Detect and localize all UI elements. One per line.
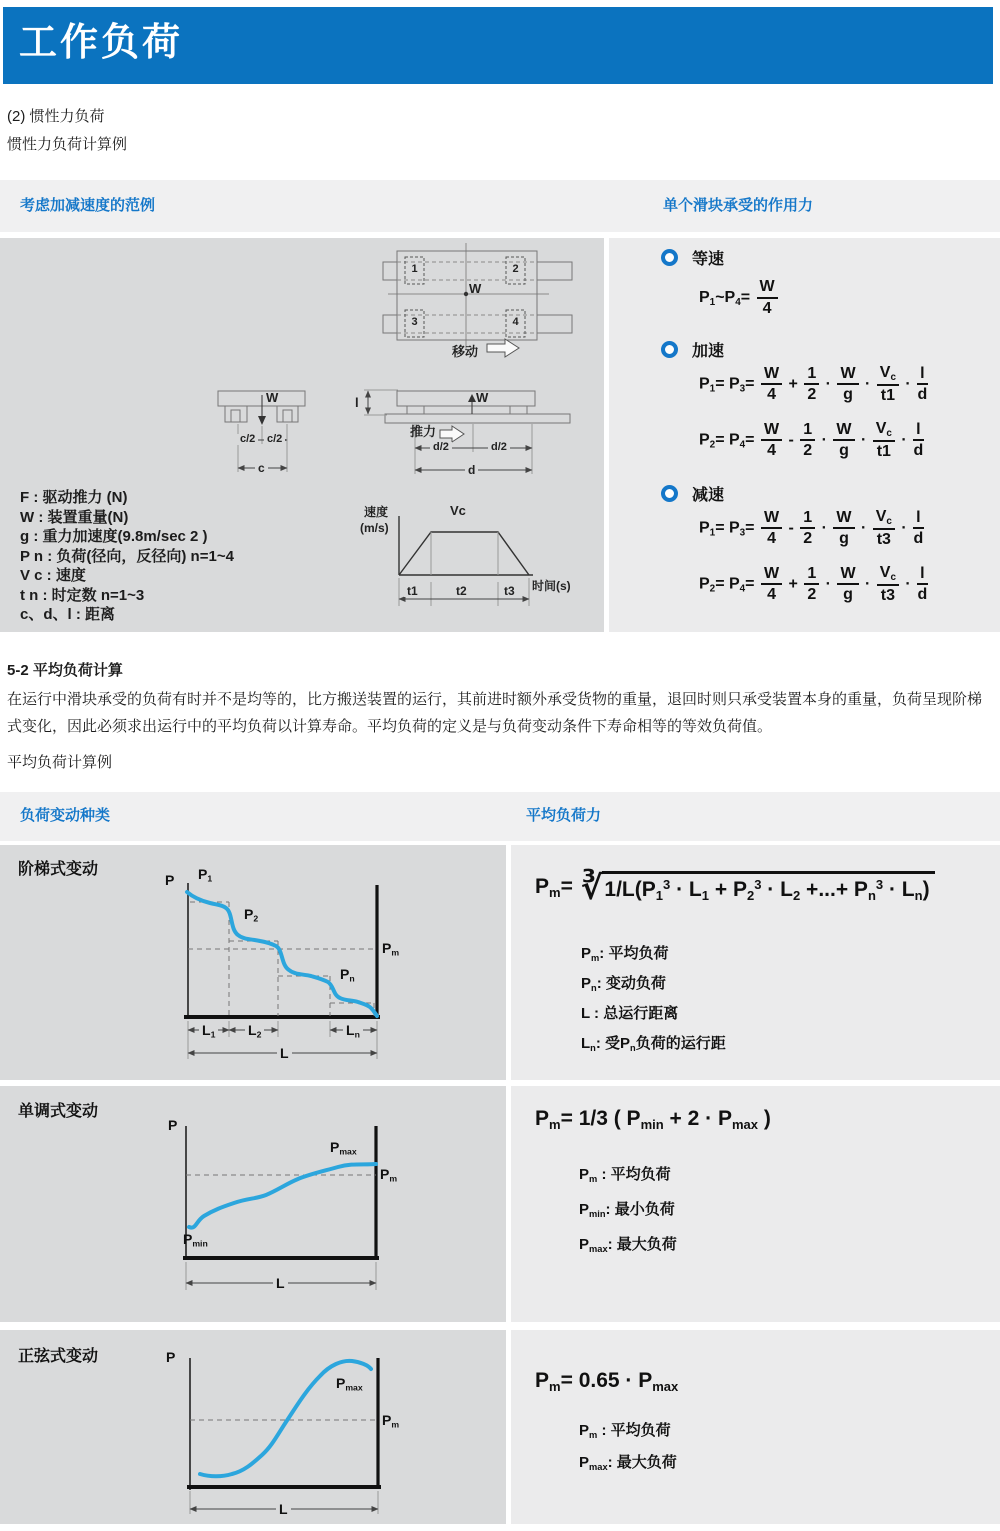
d-label: d — [465, 464, 478, 476]
axis-p-label: P — [166, 1349, 176, 1365]
sinusoidal-formula-cell — [511, 1330, 1000, 1524]
move-arrow-icon — [487, 339, 519, 357]
d-half-left-label: d/2 — [430, 442, 452, 453]
step-load-curve — [187, 892, 377, 1016]
formula-accel-2: $P_2= P_4=$ $\frac{W}{4}$ - $\frac{1}{2}$ · $\frac{W}{g}$ · $\frac{V_c}{t1}$ · $\frac{l}{d}$ — [699, 420, 924, 461]
table2-header-bar — [0, 792, 1000, 841]
l2-label: $L_2$ — [245, 1023, 264, 1039]
pmin-label: $P_{min}$ — [183, 1231, 208, 1249]
page-title: 工作负荷 — [19, 22, 184, 64]
monotonic-variation-graph — [0, 1086, 506, 1322]
c-label: c — [255, 462, 268, 474]
bullet-icon — [661, 341, 678, 358]
case-deceleration — [661, 482, 724, 505]
l-label: L — [277, 1046, 292, 1060]
section-subtitle: 平均负荷计算例 — [7, 754, 113, 771]
formula-sinusoidal: $P_m= 0.65 \cdot P_{max}$ — [535, 1369, 679, 1394]
table1-header-left: 考虑加减速度的范例 — [20, 197, 156, 214]
p1-label: $P_1$ — [198, 866, 213, 884]
section-title: 5-2 平均负荷计算 — [7, 662, 123, 679]
row-label-step: 阶梯式变动 — [18, 861, 99, 878]
vgraph-t1-label: t1 — [404, 585, 421, 597]
step-formula-cell — [511, 845, 1000, 1080]
sinusoidal-graph-cell — [0, 1330, 506, 1524]
c-half-left-label: c/2 — [237, 434, 258, 445]
legend-line: P n : 负荷(径向，反径向) n=1~4 — [20, 547, 234, 565]
symbol-legend — [20, 488, 234, 625]
def-pn: $P_n$: 变动负荷 — [581, 975, 666, 993]
frontview-w-label: W — [266, 390, 279, 405]
d-half-right-label: d/2 — [488, 442, 510, 453]
row-label-sinusoidal: 正弦式变动 — [18, 1348, 99, 1365]
case-acceleration — [661, 338, 724, 361]
case-constant-speed — [661, 246, 724, 269]
case-label: 等速 — [692, 251, 725, 268]
thrust-arrow-icon — [440, 426, 464, 442]
formula-decel-2: $P_2= P_4=$ $\frac{W}{4}$ + $\frac{1}{2}$ · $\frac{W}{g}$ · $\frac{V_c}{t3}$ · $\frac{l}{d}$ — [699, 564, 928, 605]
sideview-w-label: W — [476, 390, 489, 405]
move-label: 移动 — [452, 344, 479, 359]
block-1-label: 1 — [411, 263, 418, 275]
p2-label: $P_2$ — [244, 906, 259, 924]
vgraph-ylabel-bottom: (m/s) — [360, 521, 389, 535]
vgraph-vc-label: Vc — [450, 503, 466, 518]
def-pm: $P_m$ : 平均负荷 — [579, 1422, 671, 1440]
formula-decel-1: $P_1= P_3=$ $\frac{W}{4}$ - $\frac{1}{2}$ · $\frac{W}{g}$ · $\frac{V_c}{t3}$ · $\frac{l}{d}$ — [699, 508, 924, 549]
def-l: L : 总运行距离 — [581, 1005, 679, 1022]
axis-p-label: P — [168, 1117, 178, 1133]
def-pmin: $P_{min}$: 最小负荷 — [579, 1201, 675, 1219]
bullet-icon — [661, 485, 678, 502]
table1-diagram-cell — [0, 238, 604, 632]
bullet-icon — [661, 249, 678, 266]
cube-root-icon: ∛ — [580, 870, 603, 906]
pn-label: $P_n$ — [340, 966, 355, 984]
pm-label: $P_m$ — [380, 1166, 398, 1184]
legend-line: c、d、l : 距离 — [20, 606, 116, 623]
pmax-label: $P_{max}$ — [336, 1375, 363, 1393]
table1-formula-cell — [609, 238, 1000, 632]
def-pm: $P_m$: 平均负荷 — [581, 945, 669, 963]
l-label: L — [273, 1276, 288, 1290]
vgraph-t2-label: t2 — [453, 585, 470, 597]
intro-line-1: (2) 惯性力负荷 — [7, 108, 105, 125]
intro-line-2: 惯性力负荷计算例 — [7, 136, 128, 153]
table2-row-monotonic — [0, 1086, 1000, 1322]
vgraph-ylabel-top: 速度 — [364, 505, 389, 519]
sinusoidal-variation-graph — [0, 1330, 506, 1524]
legend-line: W : 装置重量(N) — [20, 508, 129, 526]
table1-header-right: 单个滑块承受的作用力 — [663, 197, 814, 214]
def-ln: $L_n$: 受$P_n$负荷的运行距 — [581, 1035, 726, 1053]
pmax-label: $P_{max}$ — [330, 1139, 357, 1157]
vgraph-xlabel: 时间(s) — [532, 579, 571, 593]
table1-header-bar — [0, 180, 1000, 232]
l-label: L — [276, 1502, 291, 1516]
legend-line: F : 驱动推力 (N) — [20, 489, 128, 506]
vgraph-t3-label: t3 — [501, 585, 518, 597]
section-paragraph: 在运行中滑块承受的负荷有时并不是均等的，比方搬送装置的运行，其前进时额外承受货物的重量，退回时则只承受装置本身的重量，负荷呈现阶梯式变化，因此必须求出运行中的平均负荷以计算寿命。平均负荷的定义是与负荷变动条件下寿命相等的等效负荷值。 — [7, 691, 983, 735]
table2-row-sinusoidal — [0, 1330, 1000, 1524]
formula-step: $P_m=$ ∛ $1/L(P_1^3 \cdot L_1 + P_2^3 \cdot L_2$ +...+ $P_n^3 \cdot L_n$) — [535, 871, 935, 904]
monotonic-graph-cell — [0, 1086, 506, 1322]
step-variation-graph — [0, 845, 506, 1080]
table2-header-left: 负荷变动种类 — [20, 807, 111, 824]
pm-label: $P_m$ — [382, 940, 400, 958]
thrust-label: 推力 — [410, 424, 437, 439]
pm-label: $P_m$ — [382, 1412, 400, 1430]
legend-line: g : 重力加速度(9.8m/sec 2 ) — [20, 528, 208, 545]
table2-header-right: 平均负荷力 — [526, 807, 602, 824]
top-view-linework — [383, 243, 572, 357]
c-half-right-label: c/2 — [264, 434, 285, 445]
row-label-monotonic: 单调式变动 — [18, 1103, 99, 1120]
monotonic-load-curve — [189, 1164, 376, 1228]
topview-w-label: W — [469, 281, 482, 296]
case-label: 加速 — [692, 343, 725, 360]
formula-constant: $P_1\sim P_4=$ $\frac{W}{4}$ — [699, 278, 780, 318]
l-dim-label: l — [355, 395, 359, 410]
formula-monotonic: $P_m= 1/3$ ( $P_{min} + 2 \cdot P_{max}$ ) — [535, 1107, 771, 1132]
step-graph-cell — [0, 845, 506, 1080]
legend-line: t n : 时定数 n=1~3 — [20, 586, 145, 604]
front-view-linework — [218, 391, 305, 472]
block-4-label: 4 — [512, 316, 519, 328]
axis-p-label: P — [165, 872, 175, 888]
def-pmax: $P_{max}$: 最大负荷 — [579, 1454, 677, 1472]
table1-body — [0, 238, 1000, 632]
block-2-label: 2 — [512, 263, 519, 275]
page-banner — [3, 7, 993, 84]
table2-row-step — [0, 845, 1000, 1080]
l1-label: $L_1$ — [199, 1023, 218, 1039]
def-pmax: $P_{max}$: 最大负荷 — [579, 1236, 677, 1254]
def-pm: $P_m$ : 平均负荷 — [579, 1166, 671, 1184]
block-3-label: 3 — [411, 316, 418, 328]
monotonic-formula-cell — [511, 1086, 1000, 1322]
legend-line: V c : 速度 — [20, 567, 86, 584]
side-view-linework — [364, 390, 570, 474]
formula-accel-1: $P_1= P_3=$ $\frac{W}{4}$ + $\frac{1}{2}$ · $\frac{W}{g}$ · $\frac{V_c}{t1}$ · $\frac{l}{d}$ — [699, 364, 928, 405]
case-label: 减速 — [692, 487, 725, 504]
ln-label: $L_n$ — [343, 1023, 363, 1039]
